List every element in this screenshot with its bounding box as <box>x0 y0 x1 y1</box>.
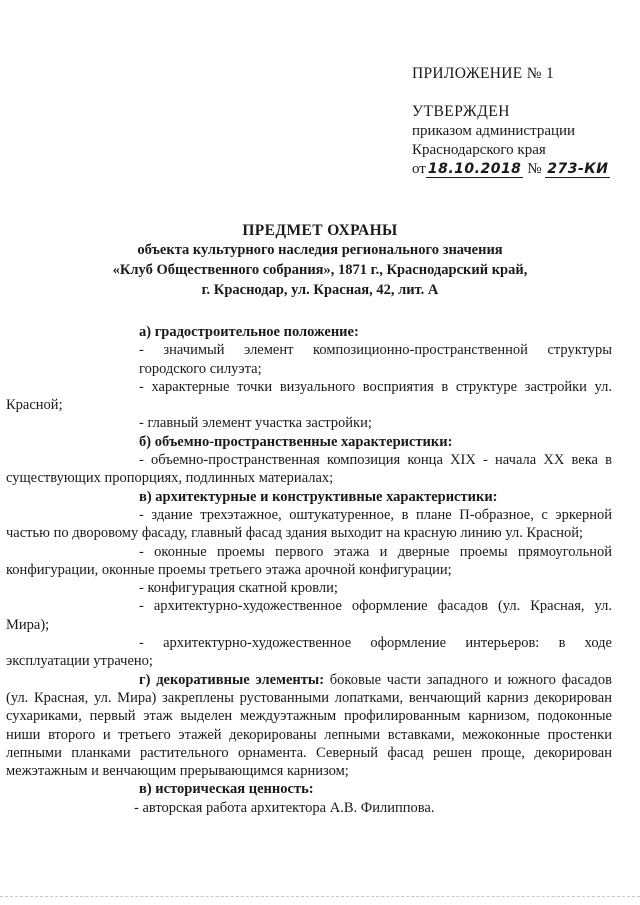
scan-edge-line <box>0 896 640 897</box>
section-v-heading: в) архитектурные и конструктивные характеристики: <box>139 488 498 505</box>
date-prefix: от <box>412 161 426 177</box>
document-body <box>6 323 612 817</box>
section-a-item-2: - характерные точки визуального восприятия в структуре застройки ул. Красной; <box>6 378 612 414</box>
section-h-item-1: - авторская работа архитектора А.В. Филиппова. <box>134 799 435 816</box>
title-line-2: «Клуб Общественного собрания», 1871 г., Краснодарский край, <box>112 262 528 278</box>
section-b-heading: б) объемно-пространственные характеристики: <box>139 433 453 450</box>
approval-line-1: приказом администрации <box>412 123 576 139</box>
section-v-item-2: - оконные проемы первого этажа и дверные проемы прямоугольной конфигурации, оконные проемы третьего этажа арочной конфигурации; <box>6 543 612 578</box>
title-line-1: объекта культурного наследия регионального значения <box>137 242 503 258</box>
handwritten-number: 273-КИ <box>547 161 609 177</box>
appendix-label: ПРИЛОЖЕНИЕ № 1 <box>412 65 555 82</box>
section-g-text: боковые части западного и южного фасадов (ул. Красная, ул. Мира) закреплены рустованными лопатками, венчающий карниз декорирован сухариками, первый этаж выделен междуэтажным профилированным карнизом, подоконные ниши второго и третьего этажей декорированы лепными вставками, межоконные простенки лепными планками растительного орнамента. Северный фасад решен проще, декорирован межэтажным и венчающим прерывающимся карнизом; <box>6 671 612 780</box>
handwritten-date: 18.10.2018 <box>427 161 522 177</box>
section-a-item-3: - главный элемент участка застройки; <box>139 415 372 432</box>
title-main: ПРЕДМЕТ ОХРАНЫ <box>242 222 398 239</box>
section-v-item-3: - конфигурация скатной кровли; <box>139 580 338 597</box>
section-v-item-1: - здание трехэтажное, оштукатуренное, в плане П-образное, с эркерной частью по дворовому фасаду, главный фасад здания выходит на красную линию ул. Красной; <box>6 506 612 542</box>
document-title <box>0 222 640 300</box>
section-g-paragraph <box>6 671 612 781</box>
number-sign: № <box>527 161 542 177</box>
section-h-heading: в) историческая ценность: <box>139 781 314 798</box>
approved-label: УТВЕРЖДЕН <box>412 103 510 120</box>
section-b-item-1: - объемно-пространственная композиция конца XIX - начала XX века в существующих пропорциях, подлинных материалах; <box>6 452 612 487</box>
title-line-3: г. Краснодар, ул. Красная, 42, лит. А <box>201 282 439 298</box>
approval-date-line <box>412 160 610 179</box>
section-v-item-5: - архитектурно-художественное оформление интерьеров: в ходе эксплуатации утрачено; <box>6 635 612 670</box>
section-g-heading: г) декоративные элементы: <box>139 671 325 688</box>
section-a-heading: а) градостроительное положение: <box>139 324 359 340</box>
approval-block <box>412 64 610 179</box>
section-a-item-1: - значимый элемент композиционно-пространственной структуры городского силуэта; <box>139 342 612 377</box>
section-v-item-4: - архитектурно-художественное оформление фасадов (ул. Красная, ул. Мира); <box>6 598 612 633</box>
approval-line-2: Краснодарского края <box>412 142 546 158</box>
